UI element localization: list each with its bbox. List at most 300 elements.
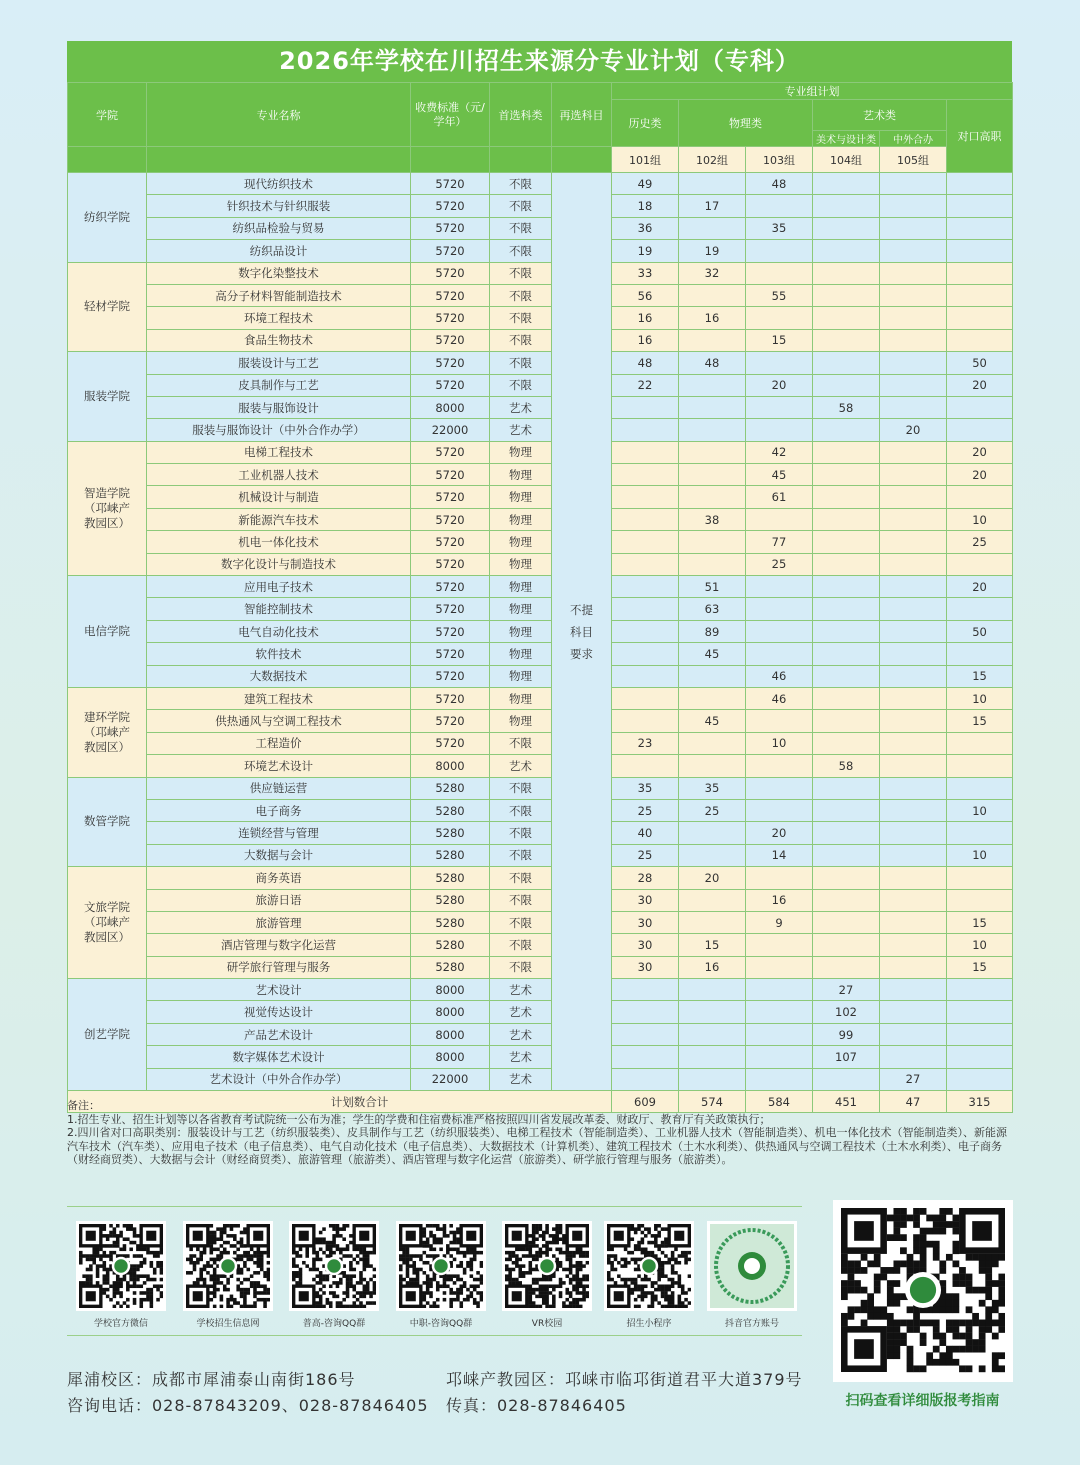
first-subject: 不限: [490, 217, 552, 239]
plan-count: [880, 173, 947, 195]
header-fee: 收费标准（元/学年）: [411, 83, 490, 147]
plan-count: [880, 867, 947, 889]
plan-count: 27: [813, 979, 880, 1001]
college-name: [68, 262, 147, 352]
first-subject: 不限: [490, 934, 552, 956]
plan-count: 58: [813, 755, 880, 777]
plan-count: 10: [947, 687, 1013, 709]
header-physics: 物理类: [679, 100, 813, 147]
fee: 8000: [411, 1023, 490, 1045]
plan-count: 20: [947, 576, 1013, 598]
qr-code-strip: [67, 1206, 802, 1336]
major-name: 皮具制作与工艺: [147, 374, 411, 396]
plan-count: [813, 710, 880, 732]
plan-count: [813, 598, 880, 620]
plan-count: [679, 329, 746, 351]
major-name: 研学旅行管理与服务: [147, 956, 411, 978]
plan-count: [746, 979, 813, 1001]
major-name: 数字化染整技术: [147, 262, 411, 284]
first-subject: 艺术: [490, 1023, 552, 1045]
fee: 5280: [411, 889, 490, 911]
first-subject: 不限: [490, 173, 552, 195]
college-title: 智造学院: [84, 485, 130, 500]
plan-count: 28: [612, 867, 679, 889]
plan-count: [612, 441, 679, 463]
first-subject: 物理: [490, 665, 552, 687]
plan-count: [612, 1068, 679, 1090]
fee: 5280: [411, 777, 490, 799]
plan-count: [612, 464, 679, 486]
table-row: [68, 732, 1013, 754]
group-105: 105组: [880, 147, 947, 173]
plan-count: [679, 217, 746, 239]
table-row: [68, 329, 1013, 351]
plan-count: [813, 665, 880, 687]
first-subject: 不限: [490, 777, 552, 799]
college-name: [68, 576, 147, 688]
fee: 5720: [411, 576, 490, 598]
plan-count: [746, 755, 813, 777]
college-campus: （邛崃产教园区）: [84, 724, 130, 754]
plan-count: 15: [947, 665, 1013, 687]
table-row: [68, 911, 1013, 933]
plan-count: 16: [612, 329, 679, 351]
plan-count: [679, 396, 746, 418]
plan-count: 40: [612, 822, 679, 844]
plan-count: [880, 464, 947, 486]
plan-count: [813, 1068, 880, 1090]
guide-qr-code[interactable]: [833, 1200, 1013, 1382]
plan-count: [880, 441, 947, 463]
plan-count: [880, 710, 947, 732]
major-name: 服装与服饰设计（中外合作办学）: [147, 419, 411, 441]
plan-count: [880, 195, 947, 217]
major-name: 纺织品设计: [147, 240, 411, 262]
plan-count: [880, 844, 947, 866]
plan-count: [947, 553, 1013, 575]
plan-count: [746, 777, 813, 799]
table-row: [68, 374, 1013, 396]
table-row: [68, 262, 1013, 284]
qr-code-icon[interactable]: [604, 1221, 694, 1311]
fee: 5720: [411, 262, 490, 284]
plan-count: [612, 486, 679, 508]
plan-count: [746, 620, 813, 642]
plan-count: [880, 799, 947, 821]
fee: 8000: [411, 1046, 490, 1068]
plan-count: 50: [947, 352, 1013, 374]
plan-count: 107: [813, 1046, 880, 1068]
plan-count: [612, 979, 679, 1001]
table-row: [68, 508, 1013, 530]
college-title: 创艺学院: [84, 1027, 130, 1042]
plan-count: 16: [612, 307, 679, 329]
plan-count: [813, 329, 880, 351]
qr-code-icon[interactable]: [76, 1221, 166, 1311]
first-subject: 艺术: [490, 1001, 552, 1023]
plan-count: 20: [947, 374, 1013, 396]
first-subject: 物理: [490, 598, 552, 620]
total-count: 451: [813, 1091, 880, 1113]
plan-count: 61: [746, 486, 813, 508]
fee: 5720: [411, 173, 490, 195]
plan-count: [813, 956, 880, 978]
pipu-address: 犀浦校区：成都市犀浦泰山南街186号: [67, 1370, 356, 1389]
first-subject: 物理: [490, 464, 552, 486]
qr-code-item[interactable]: [601, 1221, 697, 1329]
plan-count: 25: [746, 553, 813, 575]
first-subject: 不限: [490, 195, 552, 217]
major-name: 旅游日语: [147, 889, 411, 911]
plan-count: [679, 553, 746, 575]
qr-code-item[interactable]: [704, 1221, 800, 1329]
first-subject: 物理: [490, 508, 552, 530]
plan-count: [880, 777, 947, 799]
plan-count: [679, 486, 746, 508]
plan-count: [813, 486, 880, 508]
major-name: 旅游管理: [147, 911, 411, 933]
plan-count: 48: [746, 173, 813, 195]
plan-count: [813, 352, 880, 374]
table-row: [68, 799, 1013, 821]
plan-count: [880, 620, 947, 642]
major-name: 工业机器人技术: [147, 464, 411, 486]
plan-count: 45: [679, 710, 746, 732]
major-name: 电气自动化技术: [147, 620, 411, 642]
major-name: 机电一体化技术: [147, 531, 411, 553]
table-row: [68, 419, 1013, 441]
header-group-plan: 专业组计划: [612, 83, 1013, 100]
qr-code-item[interactable]: [393, 1221, 489, 1329]
plan-count: [679, 531, 746, 553]
college-title: 轻材学院: [84, 299, 130, 314]
major-name: 现代纺织技术: [147, 173, 411, 195]
group-104: 104组: [813, 147, 880, 173]
plan-count: 51: [679, 576, 746, 598]
plan-count: 19: [612, 240, 679, 262]
first-subject: 物理: [490, 643, 552, 665]
plan-count: [746, 396, 813, 418]
table-row: [68, 396, 1013, 418]
plan-count: [679, 464, 746, 486]
plan-count: [880, 934, 947, 956]
header-art: 艺术类: [813, 100, 947, 131]
plan-count: [947, 396, 1013, 418]
header-sino-foreign: 中外合办: [880, 131, 947, 147]
plan-count: [880, 396, 947, 418]
plan-count: [947, 419, 1013, 441]
group-101: 101组: [612, 147, 679, 173]
plan-count: [947, 889, 1013, 911]
plan-count: [880, 755, 947, 777]
fee: 5720: [411, 307, 490, 329]
plan-count: [746, 262, 813, 284]
plan-count: 27: [880, 1068, 947, 1090]
notes: [67, 1099, 1017, 1167]
plan-count: [947, 284, 1013, 306]
plan-count: 10: [947, 844, 1013, 866]
plan-count: [813, 240, 880, 262]
first-subject: 不限: [490, 867, 552, 889]
table-row: [68, 956, 1013, 978]
plan-count: [679, 173, 746, 195]
plan-count: [679, 1023, 746, 1045]
plan-count: 63: [679, 598, 746, 620]
plan-count: [813, 464, 880, 486]
plan-count: 35: [746, 217, 813, 239]
plan-count: [612, 1023, 679, 1045]
college-title: 纺织学院: [84, 209, 130, 224]
table-row: [68, 352, 1013, 374]
plan-count: 9: [746, 911, 813, 933]
plan-count: [947, 1023, 1013, 1045]
plan-count: 19: [679, 240, 746, 262]
plan-count: [612, 620, 679, 642]
major-name: 视觉传达设计: [147, 1001, 411, 1023]
plan-count: [746, 643, 813, 665]
plan-count: [746, 956, 813, 978]
first-subject: 不限: [490, 911, 552, 933]
plan-count: [612, 1046, 679, 1068]
plan-count: 10: [947, 799, 1013, 821]
plan-count: [746, 799, 813, 821]
fax-number: 传真：028-87846405: [446, 1396, 627, 1415]
plan-count: 35: [612, 777, 679, 799]
total-count: 609: [612, 1091, 679, 1113]
qr-code-icon[interactable]: [707, 1221, 797, 1311]
plan-count: [880, 889, 947, 911]
major-name: 机械设计与制造: [147, 486, 411, 508]
plan-count: [880, 352, 947, 374]
plan-count: [947, 307, 1013, 329]
fee: 8000: [411, 396, 490, 418]
plan-count: 58: [813, 396, 880, 418]
first-subject: 艺术: [490, 1046, 552, 1068]
qr-code-item[interactable]: [73, 1221, 169, 1329]
fee: 5280: [411, 799, 490, 821]
table-row: [68, 284, 1013, 306]
fee: 8000: [411, 979, 490, 1001]
plan-count: [880, 1023, 947, 1045]
total-count: 47: [880, 1091, 947, 1113]
qr-code-icon[interactable]: [502, 1221, 592, 1311]
qr-code-caption: 学校招生信息网: [196, 1319, 260, 1329]
plan-count: [880, 240, 947, 262]
first-subject: 艺术: [490, 1068, 552, 1090]
plan-count: [679, 755, 746, 777]
major-name: 数字化设计与制造技术: [147, 553, 411, 575]
plan-count: [813, 777, 880, 799]
fee: 5720: [411, 643, 490, 665]
qr-code-caption: 中职-咨询QQ群: [409, 1319, 473, 1329]
table-row: [68, 867, 1013, 889]
table-row: [68, 620, 1013, 642]
plan-count: [813, 934, 880, 956]
plan-count: [880, 732, 947, 754]
plan-count: 48: [612, 352, 679, 374]
plan-count: 46: [746, 687, 813, 709]
plan-count: 99: [813, 1023, 880, 1045]
major-name: 供热通风与空调工程技术: [147, 710, 411, 732]
table-row: [68, 173, 1013, 195]
qionglai-address: 邛崃产教园区：邛崃市临邛街道君平大道379号: [446, 1370, 803, 1389]
first-subject: 不限: [490, 799, 552, 821]
plan-count: [947, 777, 1013, 799]
college-title: 数管学院: [84, 814, 130, 829]
plan-count: [612, 419, 679, 441]
fee: 5720: [411, 374, 490, 396]
fee: 5720: [411, 732, 490, 754]
plan-count: [813, 262, 880, 284]
fee: 5280: [411, 934, 490, 956]
college-name: [68, 441, 147, 575]
first-subject: 艺术: [490, 979, 552, 1001]
first-subject: 物理: [490, 486, 552, 508]
plan-count: [947, 643, 1013, 665]
table-row: [68, 755, 1013, 777]
major-name: 软件技术: [147, 643, 411, 665]
plan-count: [947, 217, 1013, 239]
first-subject: 艺术: [490, 396, 552, 418]
plan-count: [880, 486, 947, 508]
plan-count: 10: [947, 508, 1013, 530]
table-row: [68, 531, 1013, 553]
table-row: [68, 441, 1013, 463]
plan-count: 22: [612, 374, 679, 396]
plan-count: [746, 598, 813, 620]
plan-count: [746, 867, 813, 889]
page-title: 2026年学校在川招生来源分专业计划（专科）: [67, 41, 1012, 82]
qr-code-caption: 普高-咨询QQ群: [302, 1319, 366, 1329]
plan-count: 16: [679, 307, 746, 329]
table-row: [68, 844, 1013, 866]
qr-code-item[interactable]: [286, 1221, 382, 1329]
plan-count: 16: [679, 956, 746, 978]
table-row: [68, 307, 1013, 329]
plan-count: [813, 508, 880, 530]
fee: 5720: [411, 687, 490, 709]
major-name: 大数据技术: [147, 665, 411, 687]
total-count: 574: [679, 1091, 746, 1113]
plan-count: [612, 598, 679, 620]
fee: 5720: [411, 665, 490, 687]
plan-count: 33: [612, 262, 679, 284]
plan-count: 36: [612, 217, 679, 239]
major-name: 工程造价: [147, 732, 411, 754]
plan-count: 30: [612, 889, 679, 911]
qr-code-icon[interactable]: [396, 1221, 486, 1311]
college-name: [68, 687, 147, 777]
plan-count: 55: [746, 284, 813, 306]
first-subject: 不限: [490, 844, 552, 866]
first-subject: 艺术: [490, 419, 552, 441]
plan-count: 14: [746, 844, 813, 866]
plan-count: 20: [746, 822, 813, 844]
table-row: [68, 1068, 1013, 1090]
qr-code-caption: 学校官方微信: [93, 1319, 148, 1329]
major-name: 食品生物技术: [147, 329, 411, 351]
table-row: [68, 1001, 1013, 1023]
fee: 8000: [411, 1001, 490, 1023]
plan-count: [813, 217, 880, 239]
plan-count: 30: [612, 956, 679, 978]
plan-count: [679, 665, 746, 687]
fee: 5720: [411, 217, 490, 239]
college-name: [68, 979, 147, 1091]
college-campus: （邛崃产教园区）: [84, 500, 130, 530]
plan-count: [813, 822, 880, 844]
header-college: 学院: [68, 83, 147, 147]
major-name: 智能控制技术: [147, 598, 411, 620]
qr-code-item[interactable]: [499, 1221, 595, 1329]
qr-code-icon[interactable]: [183, 1221, 273, 1311]
first-subject: 不限: [490, 329, 552, 351]
plan-count: [947, 755, 1013, 777]
plan-count: [679, 687, 746, 709]
plan-count: [947, 262, 1013, 284]
plan-count: [880, 262, 947, 284]
table-row: [68, 195, 1013, 217]
table-row: [68, 777, 1013, 799]
first-subject: 物理: [490, 441, 552, 463]
plan-count: [679, 441, 746, 463]
plan-count: 15: [947, 956, 1013, 978]
plan-count: [880, 508, 947, 530]
qr-code-caption: 抖音官方账号: [724, 1319, 779, 1329]
plan-count: 18: [612, 195, 679, 217]
college-title: 建环学院: [84, 709, 130, 724]
first-subject: 物理: [490, 710, 552, 732]
plan-count: [612, 531, 679, 553]
first-subject: 不限: [490, 374, 552, 396]
qr-code-icon[interactable]: [289, 1221, 379, 1311]
plan-count: 32: [679, 262, 746, 284]
first-subject: 不限: [490, 284, 552, 306]
plan-count: [880, 687, 947, 709]
total-count: 315: [947, 1091, 1013, 1113]
plan-count: [947, 195, 1013, 217]
plan-count: [813, 531, 880, 553]
college-name: [68, 777, 147, 867]
plan-count: [746, 1068, 813, 1090]
fee: 5720: [411, 464, 490, 486]
plan-count: [880, 1001, 947, 1023]
major-name: 应用电子技术: [147, 576, 411, 598]
major-name: 建筑工程技术: [147, 687, 411, 709]
plan-count: [813, 441, 880, 463]
first-subject: 不限: [490, 352, 552, 374]
plan-count: 30: [612, 934, 679, 956]
total-label: 计划数合计: [68, 1091, 612, 1113]
fee: 5720: [411, 508, 490, 530]
table-row: [68, 665, 1013, 687]
plan-count: [947, 329, 1013, 351]
plan-count: 89: [679, 620, 746, 642]
qr-code-item[interactable]: [180, 1221, 276, 1329]
plan-count: 56: [612, 284, 679, 306]
college-name: [68, 173, 147, 263]
plan-count: [612, 576, 679, 598]
major-name: 环境工程技术: [147, 307, 411, 329]
first-subject: 不限: [490, 822, 552, 844]
plan-count: [813, 844, 880, 866]
major-name: 大数据与会计: [147, 844, 411, 866]
plan-count: [679, 844, 746, 866]
plan-count: [880, 329, 947, 351]
table-row: [68, 486, 1013, 508]
fee: 5720: [411, 284, 490, 306]
plan-count: [679, 1068, 746, 1090]
